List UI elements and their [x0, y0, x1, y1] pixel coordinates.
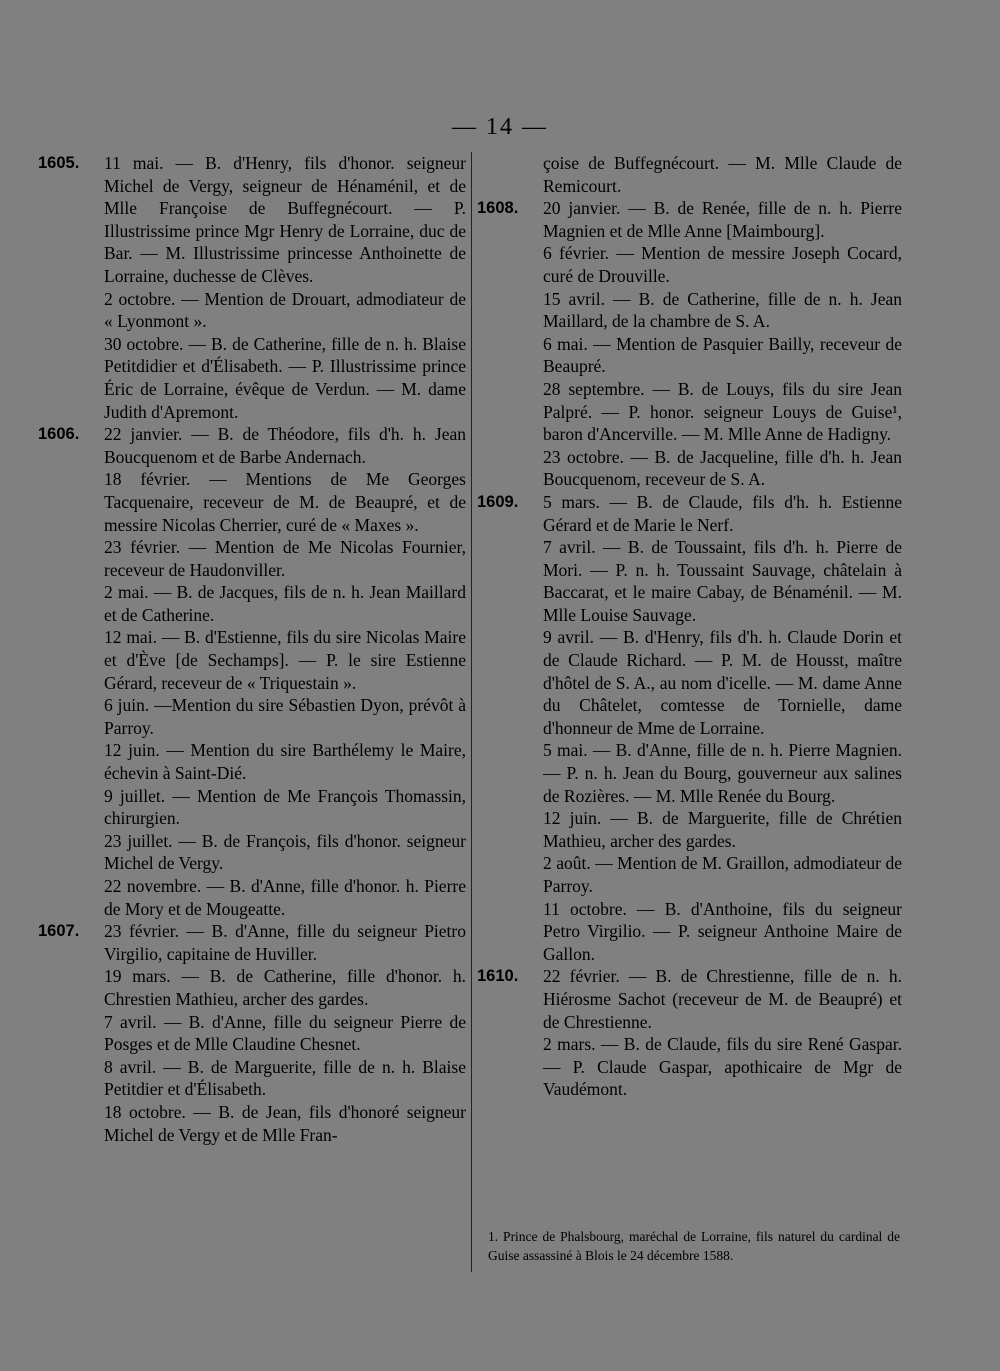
register-entry [477, 288, 902, 333]
register-entry [38, 333, 466, 423]
entry-text: 6 juin. —Mention du sire Sébastien Dyon, prévôt à Parroy. [104, 695, 466, 738]
register-entry [477, 898, 902, 966]
entry-year: 1606. [38, 425, 80, 444]
register-entry [38, 739, 466, 784]
register-entry [477, 446, 902, 491]
register-entry [38, 965, 466, 1010]
entry-text: 22 février. — B. de Chrestienne, fille de n. h. Hiérosme Sachot (receveur de M. de Beaupré) et de Chrestienne. [543, 966, 902, 1032]
footnote: 1. Prince de Phalsbourg, maréchal de Lorraine, fils naturel du cardinal de Guise assassiné à Blois le 24 décembre 1588. [488, 1229, 900, 1263]
register-entry [38, 288, 466, 333]
entry-text: 7 avril. — B. d'Anne, fille du seigneur Pierre de Posges et de Mlle Claudine Chesnet. [104, 1011, 466, 1055]
entry-year: 1609. [477, 492, 519, 511]
entry-text: 11 octobre. — B. d'Anthoine, fils du seigneur Petro Virgilio. — P. seigneur Anthoine Maire de Gallon. [543, 898, 902, 964]
register-entry [477, 852, 902, 897]
entry-text: 22 janvier. — B. de Théodore, fils d'h. h. Jean Boucquenom et de Barbe Andernach. [104, 424, 466, 467]
entry-text: 23 février. — Mention de Me Nicolas Fournier, receveur de Haudonviller. [104, 537, 466, 580]
register-entry [38, 1011, 466, 1056]
entry-text: 18 octobre. — B. de Jean, fils d'honoré seigneur Michel de Vergy et de Mlle Fran- [104, 1101, 466, 1145]
right-column [477, 152, 902, 1101]
entry-text: 19 mars. — B. de Catherine, fille d'honor. h. Chrestien Mathieu, archer des gardes. [104, 966, 466, 1009]
entry-text: 23 juillet. — B. de François, fils d'honor. seigneur Michel de Vergy. [104, 830, 466, 874]
entry-text: 28 septembre. — B. de Louys, fils du sire Jean Palpré. — P. honor. seigneur Louys de Guise¹, baron d'Ancerville. — M. Mlle Anne de Hadigny. [543, 378, 902, 445]
entry-text: 20 janvier. — B. de Renée, fille de n. h. Pierre Magnien et de Mlle Anne [Maimbourg]. [543, 198, 902, 241]
register-entry [38, 875, 466, 920]
register-entry [38, 830, 466, 875]
register-entry [38, 468, 466, 536]
entry-text: 22 novembre. — B. d'Anne, fille d'honor. h. Pierre de Mory et de Mougeatte. [104, 876, 466, 919]
entry-text: 9 juillet. — Mention de Me François Thomassin, chirurgien. [104, 785, 466, 829]
register-entry [38, 581, 466, 626]
register-entry [477, 242, 902, 287]
entry-text: 11 mai. — B. d'Henry, fils d'honor. seigneur Michel de Vergy, seigneur de Hénaménil, et de Mlle Françoise de Buffegnécourt. — P. Illustrissime prince Mgr Henry de Lorraine, duc de Bar. — M. Illustrissime princesse Anthoinette de Lorraine, duchesse de Clèves. [104, 153, 466, 286]
register-entry [477, 197, 902, 242]
register-entry [477, 807, 902, 852]
entry-text: 23 octobre. — B. de Jacqueline, fille d'h. h. Jean Boucquenom, receveur de S. A. [543, 446, 902, 490]
entry-text: 5 mai. — B. d'Anne, fille de n. h. Pierre Magnien. — P. n. h. Jean du Bourg, gouverneur aux salines de Rozières. — M. Mlle Renée du Bourg. [543, 740, 902, 806]
entry-text: 6 mai. — Mention de Pasquier Bailly, receveur de Beaupré. [543, 333, 902, 377]
entry-text: 6 février. — Mention de messire Joseph Cocard, curé de Drouville. [543, 243, 902, 286]
register-entry [477, 491, 902, 536]
register-entry [477, 1033, 902, 1101]
register-entry [38, 536, 466, 581]
column-divider [471, 152, 472, 1272]
entry-year: 1605. [38, 154, 80, 172]
register-entry [38, 1056, 466, 1101]
entry-text: 2 octobre. — Mention de Drouart, admodiateur de « Lyonmont ». [104, 288, 466, 332]
entry-year: 1607. [38, 922, 80, 941]
register-entry [38, 423, 466, 468]
entry-text: 12 juin. — B. de Marguerite, fille de Chrétien Mathieu, archer des gardes. [543, 808, 902, 851]
entry-text: 7 avril. — B. de Toussaint, fils d'h. h. Pierre de Mori. — P. n. h. Toussaint Sauvage, châtelain à Baccarat, et le maire Cabay, de Bénaménil. — M. Mlle Louise Sauvage. [543, 537, 902, 625]
entry-text: 15 avril. — B. de Catherine, fille de n. h. Jean Maillard, de la chambre de S. A. [543, 288, 902, 332]
register-entry [477, 536, 902, 626]
register-entry [38, 694, 466, 739]
entry-text: çoise de Buffegnécourt. — M. Mlle Claude de Remicourt. [543, 153, 902, 196]
entry-text: 12 mai. — B. d'Estienne, fils du sire Nicolas Maire et d'Ève [de Sechamps]. — P. le sire Estienne Gérard, receveur de « Triquestain ». [104, 627, 466, 693]
entry-year: 1610. [477, 967, 519, 986]
entry-text: 2 mai. — B. de Jacques, fils de n. h. Jean Maillard et de Catherine. [104, 582, 466, 625]
left-column [38, 152, 466, 1146]
entry-text: 23 février. — B. d'Anne, fille du seigneur Pietro Virgilio, capitaine de Huviller. [104, 921, 466, 964]
entry-text: 12 juin. — Mention du sire Barthélemy le Maire, échevin à Saint-Dié. [104, 740, 466, 784]
entry-text: 5 mars. — B. de Claude, fils d'h. h. Estienne Gérard et de Marie le Nerf. [543, 491, 902, 535]
entry-text: 8 avril. — B. de Marguerite, fille de n. h. Blaise Petitdier et d'Élisabeth. [104, 1056, 466, 1100]
register-entry [477, 378, 902, 446]
register-entry [38, 920, 466, 965]
register-entry [38, 152, 466, 288]
register-entry [477, 626, 902, 739]
entry-text: 9 avril. — B. d'Henry, fils d'h. h. Claude Dorin et de Claude Richard. — P. M. de Housst, maître d'hôtel de S. A., au nom d'icelle. — M. dame Anne du Châtelet, comtesse de Tornielle, dame d'honneur de Mme de Lorraine. [543, 627, 902, 738]
entry-text: 2 août. — Mention de M. Graillon, admodiateur de Parroy. [543, 853, 902, 896]
register-entry [477, 333, 902, 378]
entry-text: 18 février. — Mentions de Me Georges Tacquenaire, receveur de M. de Beaupré, et de messire Nicolas Cherrier, curé de « Maxes ». [104, 469, 466, 535]
entry-year: 1608. [477, 199, 519, 218]
entry-text: 2 mars. — B. de Claude, fils du sire René Gaspar. — P. Claude Gaspar, apothicaire de Mgr de Vaudémont. [543, 1034, 902, 1100]
page-number: — 14 — [452, 114, 548, 140]
entry-text: 30 octobre. — B. de Catherine, fille de n. h. Blaise Petitdidier et d'Élisabeth. — P. Illustrissime prince Éric de Lorraine, évêque de Verdun. — M. dame Judith d'Apremont. [104, 333, 466, 422]
register-entry [38, 785, 466, 830]
register-entry [477, 739, 902, 807]
register-entry [477, 965, 902, 1033]
register-entry [38, 626, 466, 694]
register-entry [477, 152, 902, 197]
register-entry [38, 1101, 466, 1146]
